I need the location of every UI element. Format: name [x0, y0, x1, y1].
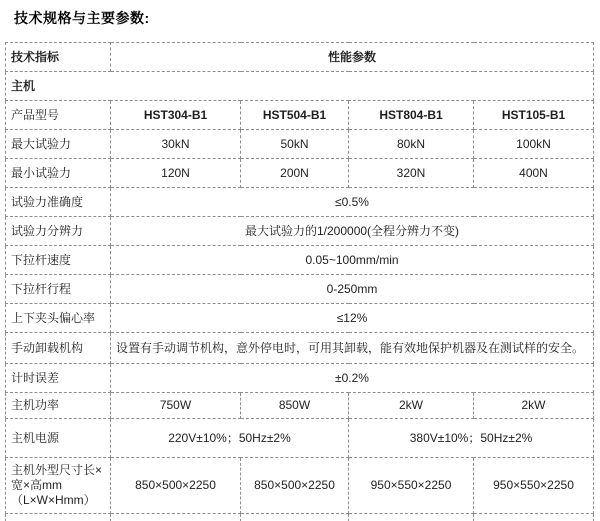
row-label: 试验力分辨力	[6, 217, 111, 246]
value-cell: 30kN	[111, 130, 241, 159]
table-row-rod-stroke	[6, 275, 594, 304]
value-cell: 120N	[111, 159, 241, 188]
table-row-rod-speed	[6, 246, 594, 275]
header-indicator-cell: 技术指标	[6, 43, 111, 72]
table-row-product-model	[6, 101, 594, 130]
model-cell: HST105-B1	[474, 101, 594, 130]
value-cell: 320N	[349, 159, 474, 188]
row-label: 产品型号	[6, 101, 111, 130]
value-cell: 950×550×2250	[349, 458, 474, 514]
row-label: 主机功率	[6, 393, 111, 419]
empty-cell	[349, 514, 474, 521]
value-cell: ≤0.5%	[111, 188, 594, 217]
row-label: 主机电源	[6, 419, 111, 458]
model-cell: HST504-B1	[241, 101, 349, 130]
table-row-machine-power	[6, 393, 594, 419]
table-row-chuck-eccentricity	[6, 304, 594, 333]
table-row-timing-error	[6, 364, 594, 393]
section-label-cell: 主机	[6, 72, 594, 101]
row-label: 主机外型尺寸长×宽×高mm（L×W×Hmm）	[6, 458, 111, 514]
empty-cell	[474, 514, 594, 521]
value-cell: 0-250mm	[111, 275, 594, 304]
value-cell: 2kW	[349, 393, 474, 419]
table-row-manual-unload	[6, 333, 594, 364]
table-row-force-accuracy	[6, 188, 594, 217]
value-cell: 200N	[241, 159, 349, 188]
value-cell: 80kN	[349, 130, 474, 159]
page-title: 技术规格与主要参数:	[14, 10, 150, 26]
value-cell: 设置有手动调节机构，意外停电时，可用其卸载，能有效地保护机器及在测试样的安全。	[111, 333, 594, 364]
row-label: 上下夹头偏心率	[6, 304, 111, 333]
value-cell: 380V±10%；50Hz±2%	[349, 419, 594, 458]
spec-table	[5, 42, 594, 521]
header-performance-cell: 性能参数	[111, 43, 594, 72]
row-label: 试验力准确度	[6, 188, 111, 217]
value-cell: 850×500×2250	[111, 458, 241, 514]
table-row-dimensions	[6, 458, 594, 514]
row-label: 手动卸载机构	[6, 333, 111, 364]
empty-cell	[241, 514, 349, 521]
table-row-max-test-force	[6, 130, 594, 159]
value-cell: 100kN	[474, 130, 594, 159]
table-row-power-supply	[6, 419, 594, 458]
value-cell: ≤12%	[111, 304, 594, 333]
value-cell: 220V±10%；50Hz±2%	[111, 419, 349, 458]
table-row-min-test-force	[6, 159, 594, 188]
row-label: 计时误差	[6, 364, 111, 393]
model-cell: HST304-B1	[111, 101, 241, 130]
value-cell: 950×550×2250	[474, 458, 594, 514]
empty-cell	[111, 514, 241, 521]
value-cell: 2kW	[474, 393, 594, 419]
value-cell: 最大试验力的1/200000(全程分辨力不变)	[111, 217, 594, 246]
value-cell: 50kN	[241, 130, 349, 159]
row-label: 最小试验力	[6, 159, 111, 188]
value-cell: 400N	[474, 159, 594, 188]
value-cell: 750W	[111, 393, 241, 419]
value-cell: 850×500×2250	[241, 458, 349, 514]
table-row-partial-cutoff	[6, 514, 594, 521]
table-row-force-resolution	[6, 217, 594, 246]
empty-cell	[6, 514, 111, 521]
value-cell: 0.05~100mm/min	[111, 246, 594, 275]
value-cell: ±0.2%	[111, 364, 594, 393]
row-label: 最大试验力	[6, 130, 111, 159]
value-cell: 850W	[241, 393, 349, 419]
header-row	[6, 43, 594, 72]
model-cell: HST804-B1	[349, 101, 474, 130]
section-row	[6, 72, 594, 101]
row-label: 下拉杆速度	[6, 246, 111, 275]
row-label: 下拉杆行程	[6, 275, 111, 304]
